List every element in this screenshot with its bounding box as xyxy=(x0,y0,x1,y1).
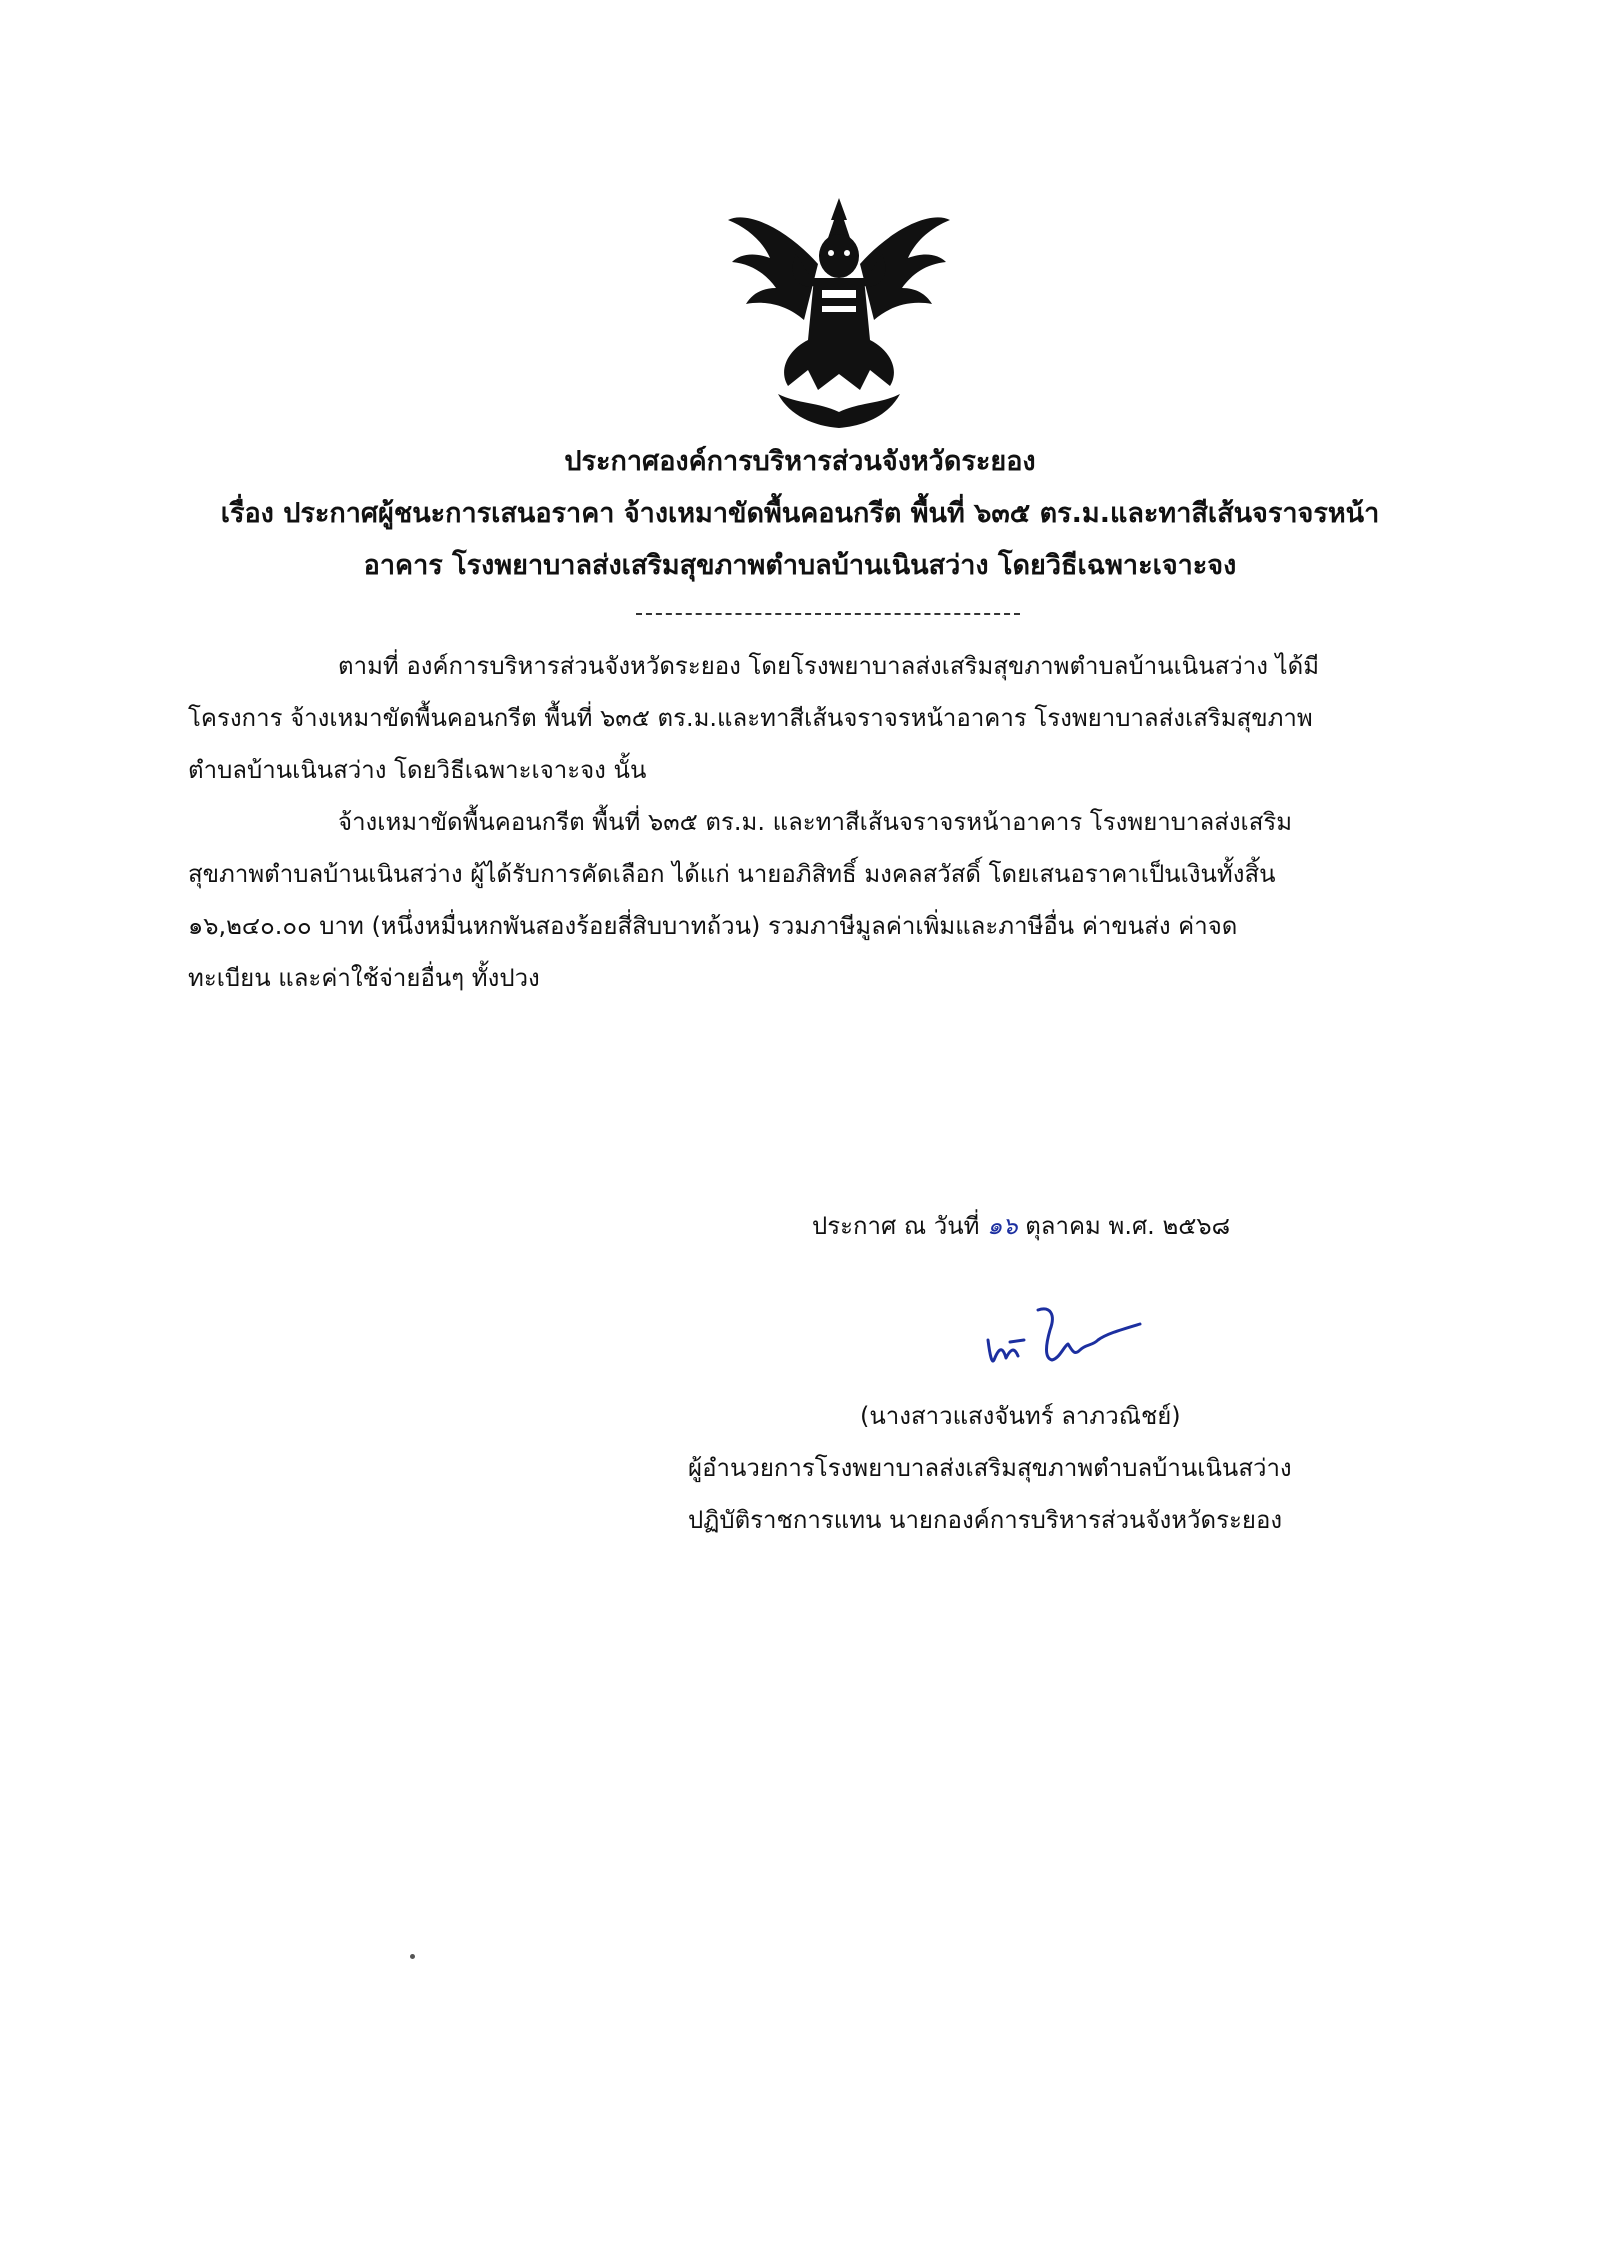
para1-line1: ตามที่ องค์การบริหารส่วนจังหวัดระยอง โดยโรงพยาบาลส่งเสริมสุขภาพตำบลบ้านเนินสว่าง ได้มี xyxy=(338,652,1320,680)
signer-position-2: ปฏิบัติราชการแทน นายกองค์การบริหารส่วนจังหวัดระยอง xyxy=(688,1506,1283,1534)
date-day: ๑๖ xyxy=(987,1212,1018,1240)
separator-line xyxy=(636,613,1020,615)
para2-line4: ทะเบียน และค่าใช้จ่ายอื่นๆ ทั้งปวง xyxy=(188,964,540,992)
para1-line2: โครงการ จ้างเหมาขัดพื้นคอนกรีต พื้นที่ ๖๓๕ ตร.ม.และทาสีเส้นจราจรหน้าอาคาร โรงพยาบาลส่งเสริมสุขภาพ xyxy=(188,704,1313,732)
handwritten-signature-icon xyxy=(980,1300,1150,1380)
signer-position-1: ผู้อำนวยการโรงพยาบาลส่งเสริมสุขภาพตำบลบ้านเนินสว่าง xyxy=(688,1454,1292,1482)
announcement-org-title: ประกาศองค์การบริหารส่วนจังหวัดระยอง xyxy=(564,446,1036,477)
para2-line2: สุขภาพตำบลบ้านเนินสว่าง ผู้ได้รับการคัดเลือก ได้แก่ นายอภิสิทธิ์ มงคลสวัสดิ์ โดยเสนอราคาเป็นเงินทั้งสิ้น xyxy=(188,860,1276,888)
garuda-emblem-icon xyxy=(718,190,960,430)
announcement-date xyxy=(812,1204,1230,1248)
date-suffix: ตุลาคม พ.ศ. ๒๕๖๘ xyxy=(1017,1212,1231,1240)
date-prefix: ประกาศ ณ วันที่ xyxy=(812,1212,988,1240)
signer-name: (นางสาวแสงจันทร์ ลาภวณิชย์) xyxy=(860,1402,1181,1430)
subject-line-1: เรื่อง ประกาศผู้ชนะการเสนอราคา จ้างเหมาขัดพื้นคอนกรีต พื้นที่ ๖๓๕ ตร.ม.และทาสีเส้นจราจรหน้า xyxy=(220,498,1380,529)
para1-line3: ตำบลบ้านเนินสว่าง โดยวิธีเฉพาะเจาะจง นั้น xyxy=(188,756,647,784)
para2-line3: ๑๖,๒๔๐.๐๐ บาท (หนึ่งหมื่นหกพันสองร้อยสี่สิบบาทถ้วน) รวมภาษีมูลค่าเพิ่มและภาษีอื่น ค่าขนส่ง ค่าจด xyxy=(188,912,1238,940)
speck-dot xyxy=(410,1954,415,1959)
subject-line-2: อาคาร โรงพยาบาลส่งเสริมสุขภาพตำบลบ้านเนินสว่าง โดยวิธีเฉพาะเจาะจง xyxy=(363,550,1237,581)
para2-line1: จ้างเหมาขัดพื้นคอนกรีต พื้นที่ ๖๓๕ ตร.ม. และทาสีเส้นจราจรหน้าอาคาร โรงพยาบาลส่งเสริม xyxy=(338,808,1293,836)
